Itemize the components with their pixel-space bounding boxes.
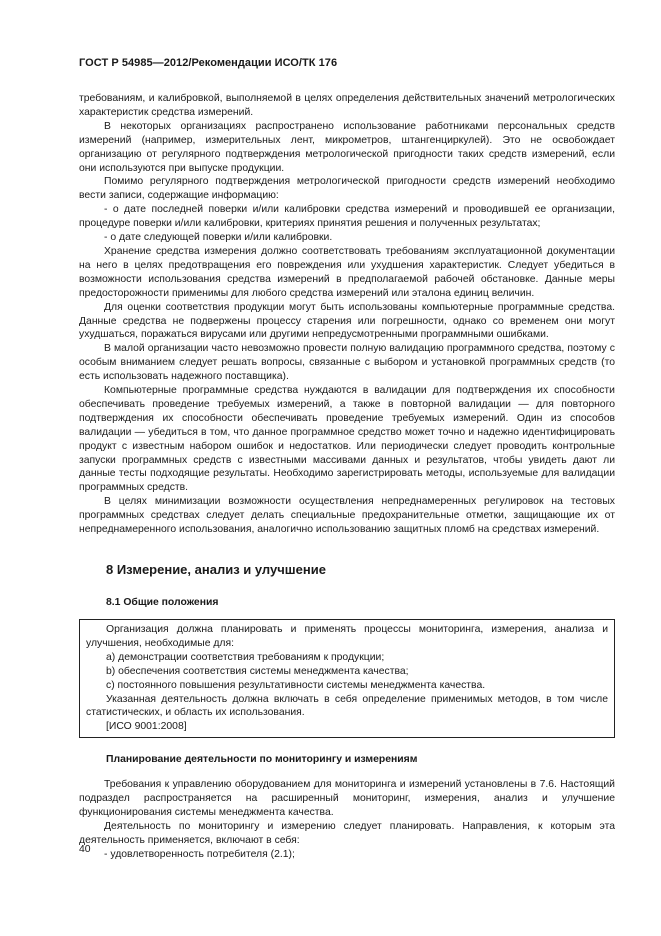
- box-reference: [ИСО 9001:2008]: [106, 721, 187, 733]
- box-list-item: a) демонстрации соответствия требованиям к продукции;: [106, 651, 385, 663]
- box-list-item: b) обеспечения соответствия системы менеджмента качества;: [106, 665, 409, 677]
- page-number: 40: [79, 844, 91, 855]
- section-title: 8 Измерение, анализ и улучшение: [106, 562, 326, 577]
- list-item: - удовлетворенность потребителя (2.1);: [104, 848, 295, 860]
- paragraph: Помимо регулярного подтверждения метрологической пригодности средств измерений необходимо вести записи, содержащие информацию:: [79, 176, 615, 202]
- paragraph: Для оценки соответствия продукции могут быть использованы компьютерные программные средства. Данные средства не подвержены процессу старения или погрешности, однако со временем они могут ухудшаться, поражаться вирусами или другими непредусмотренными программными ошибками.: [79, 301, 615, 341]
- bottom-text-block: [79, 778, 615, 861]
- paragraph: В некоторых организациях распространено использование работниками персональных средств измерений (например, измерительных лент, микрометров, штангенциркулей). Это не освобождает организацию от регулярного подтверждения метрологической пригодности таких средств измерений, если они используются при выпуске продукции.: [79, 120, 615, 174]
- paragraph: Компьютерные программные средства нуждаются в валидации для подтверждения их способности обеспечивать проведение требуемых измерений, а также в повторной валидации — для повторного подтверждения их способности обеспечивать проведение требуемых измерений. Один из способов валидации — убедиться в том, что данное программное средство может точно и надежно идентифицировать продукт с известным набором ошибок и недостатков. Или периодически следует проводить контрольные запуски программных средств с известными массивами данных и результатов, чтобы увидеть дают ли данные тесты подходящие результаты. Необходимо зарегистрировать методы, используемые для валидации программных средств.: [79, 385, 615, 494]
- paragraph: В целях минимизации возможности осуществления непреднамеренных регулировок на тестовых программных средствах следует делать специальные предохранительные отметки, защищающие их от непреднамеренного использования, аналогично использованию защитных пломб на средствах измерений.: [79, 496, 615, 536]
- paragraph: В малой организации часто невозможно провести полную валидацию программного средства, поэтому с особым вниманием следует решать вопросы, связанные с выбором и установкой программных средств (то есть использовать надежного поставщика).: [79, 343, 615, 383]
- paragraph: Деятельность по мониторингу и измерению следует планировать. Направления, к которым эта деятельность применяется, включают в себя:: [79, 820, 615, 846]
- running-header: ГОСТ Р 54985—2012/Рекомендации ИСО/ТК 176: [79, 57, 338, 69]
- quoted-standard-box: [79, 619, 615, 738]
- box-paragraph: Организация должна планировать и применять процессы мониторинга, измерения, анализа и улучшения, необходимые для:: [86, 624, 608, 649]
- paragraph: Требования к управлению оборудованием для мониторинга и измерений установлены в 7.6. Настоящий подраздел распространяется на расширенный мониторинг, измерения, анализ и улучшение функционирования системы менеджмента качества.: [79, 779, 615, 819]
- list-item: - о дате последней поверки и/или калибровки средства измерений и проводившей ее организации, процедуре поверки и/или калибровки, критериях принятия решения и полученных результатах;: [79, 204, 615, 230]
- subsection-title: 8.1 Общие положения: [106, 597, 219, 608]
- box-list-item: c) постоянного повышения результативности системы менеджмента качества.: [106, 679, 486, 691]
- planning-heading: Планирование деятельности по мониторингу и измерениям: [106, 754, 418, 766]
- top-text-block: [79, 92, 615, 537]
- paragraph: требованиям, и калибровкой, выполняемой в целях определения действительных значений метрологических характеристик средства измерений.: [79, 93, 615, 118]
- list-item: - о дате следующей поверки и/или калибровки.: [104, 232, 333, 244]
- document-page: [79, 56, 615, 862]
- paragraph: Хранение средства измерения должно соответствовать требованиям эксплуатационной документации на него в целях предотвращения его повреждения или ухудшения характеристик. Следует убедиться в возможности использования средства измерений в предполагаемой рабочей обстановке. Данные меры предосторожности применимы для любого средства измерений или эталона единиц величин.: [79, 245, 615, 299]
- box-paragraph: Указанная деятельность должна включать в себя определение применимых методов, в том числе статистических, и область их использования.: [86, 693, 608, 719]
